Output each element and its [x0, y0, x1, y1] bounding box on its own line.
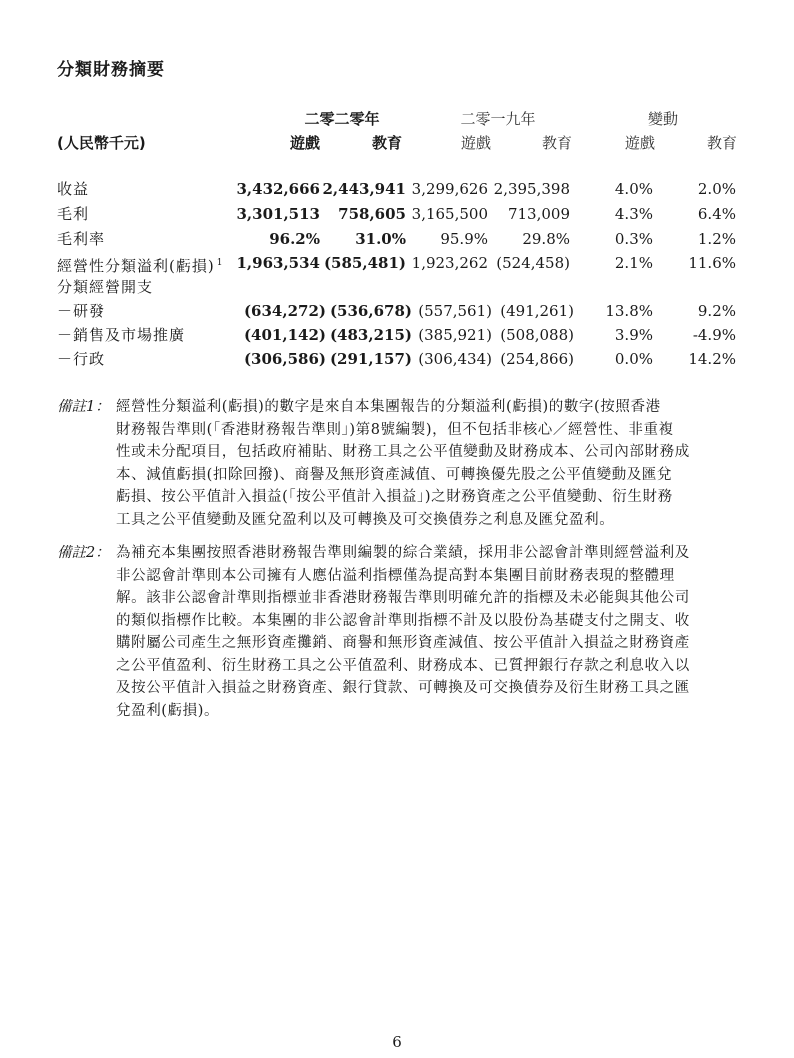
value-2020-gaming: 1,963,534	[236, 254, 320, 272]
value-change-gaming: 13.8%	[605, 302, 653, 320]
value-change-gaming: 4.3%	[614, 205, 653, 223]
footnote-line: 非公認會計準則本公司擁有人應佔溢利指標僅為提高對本集團目前財務表現的整體理	[116, 567, 675, 584]
value-2020-education: (536,678)	[329, 302, 412, 320]
footnote-line: 及按公平值計入損益之財務資產、銀行貸款、可轉換及可交換債券及衍生財務工具之匯	[116, 680, 690, 696]
col-header-2019-education: 教育	[541, 134, 572, 152]
year-group-change: 變動	[647, 110, 678, 128]
value-change-education: 11.6%	[688, 254, 736, 272]
value-change-gaming: 0.0%	[614, 350, 653, 368]
value-change-education: 14.2%	[688, 350, 736, 368]
page-title: 分類財務摘要	[57, 60, 165, 80]
value-2019-gaming: 3,165,500	[411, 205, 488, 223]
value-2019-education: 29.8%	[522, 230, 570, 248]
unit-label: (人民幣千元)	[57, 134, 146, 152]
footnote-line: 工具之公平值變動及匯兌盈利以及可轉換及可交換債券之利息及匯兌盈利。	[116, 511, 615, 528]
value-2020-education: 758,605	[338, 205, 406, 223]
value-2019-education: (254,866)	[500, 350, 574, 368]
footnote-1	[57, 396, 747, 536]
value-2019-education: 2,395,398	[493, 180, 570, 198]
value-2020-gaming: 3,432,666	[236, 180, 320, 198]
col-header-2020-gaming: 遊戲	[289, 134, 320, 152]
row-label: 分類經營開支	[57, 278, 154, 296]
value-2019-gaming: (306,434)	[418, 350, 492, 368]
footnote-body	[116, 396, 794, 531]
row-label: －研發	[57, 302, 106, 320]
value-2019-education: 713,009	[507, 205, 570, 223]
row-label-text: 經營性分類溢利(虧損)	[57, 257, 215, 275]
page-number: 6	[392, 1033, 402, 1051]
row-label	[57, 253, 223, 276]
footnote-line: 的類似指標作比較。本集團的非公認會計準則指標不計及以股份為基礎支付之開支、收	[116, 612, 690, 629]
col-header-2020-education: 教育	[371, 134, 402, 152]
value-2020-gaming: (634,272)	[243, 302, 326, 320]
row-label: －行政	[57, 350, 106, 368]
footnote-line: 性或未分配項目，包括政府補貼、財務工具之公平值變動及財務成本、公司內部財務成	[116, 444, 690, 460]
value-2020-education: (585,481)	[323, 254, 406, 272]
footnote-line: 解。該非公認會計準則指標並非香港財務報告準則明確允許的指標及未必能與其他公司	[116, 590, 690, 606]
value-change-education: -4.9%	[692, 326, 736, 344]
footnote-line: 本、減值虧損(扣除回撥)、商譽及無形資產減值、可轉換優先股之公平值變動及匯兌	[116, 466, 673, 483]
value-2019-gaming: 1,923,262	[411, 254, 488, 272]
footnote-line: 經營性分類溢利(虧損)的數字是來自本集團報告的分類溢利(虧損)的數字(按照香港	[116, 399, 661, 415]
value-2020-education: 2,443,941	[322, 180, 406, 198]
row-label: －銷售及市場推廣	[57, 326, 186, 344]
value-change-education: 6.4%	[697, 205, 736, 223]
value-2020-education: (291,157)	[329, 350, 412, 368]
value-2019-gaming: 3,299,626	[411, 180, 488, 198]
footnote-line: 虧損、按公平值計入損益(「按公平值計入損益」)之財務資產之公平值變動、衍生財務	[116, 489, 673, 505]
col-header-2019-gaming: 遊戲	[460, 134, 491, 152]
value-change-gaming: 0.3%	[614, 230, 653, 248]
value-2020-gaming: (306,586)	[243, 350, 326, 368]
footnote-line: 兌盈利(虧損)。	[116, 702, 220, 719]
footnote-line: 財務報告準則(「香港財務報告準則」)第8號編製)，但不包括非核心／經營性、非重複	[116, 421, 674, 438]
value-change-gaming: 2.1%	[614, 254, 653, 272]
value-change-education: 2.0%	[697, 180, 736, 198]
footnote-tag: 備註1：	[57, 399, 110, 415]
row-label: 毛利率	[57, 230, 106, 248]
value-2019-gaming: 95.9%	[440, 230, 488, 248]
value-2019-education: (524,458)	[496, 254, 570, 272]
footnote-line: 之公平值盈利、衍生財務工具之公平值盈利、財務成本、已質押銀行存款之利息收入以	[116, 657, 690, 674]
value-change-gaming: 4.0%	[614, 180, 653, 198]
value-2019-education: (491,261)	[500, 302, 574, 320]
row-label: 收益	[57, 180, 90, 198]
value-2020-gaming: 3,301,513	[236, 205, 320, 223]
value-change-gaming: 3.9%	[614, 326, 653, 344]
value-2020-gaming: (401,142)	[243, 326, 326, 344]
value-2020-education: 31.0%	[355, 230, 406, 248]
footnote-2	[57, 542, 747, 727]
year-group-2020: 二零二零年	[304, 110, 380, 128]
value-2019-gaming: (557,561)	[418, 302, 492, 320]
row-label: 毛利	[57, 205, 90, 223]
value-2019-gaming: (385,921)	[418, 326, 492, 344]
value-2019-education: (508,088)	[500, 326, 574, 344]
year-group-2019: 二零一九年	[460, 110, 536, 128]
footnote-line: 為補充本集團按照香港財務報告準則編製的綜合業績，採用非公認會計準則經營溢利及	[116, 545, 690, 561]
col-header-change-education: 教育	[706, 134, 737, 152]
col-header-change-gaming: 遊戲	[624, 134, 655, 152]
footnote-body	[116, 542, 794, 722]
value-2020-gaming: 96.2%	[269, 230, 320, 248]
value-change-education: 9.2%	[697, 302, 736, 320]
footnote-line: 購附屬公司產生之無形資產攤銷、商譽和無形資產減值、按公平值計入損益之財務資產	[116, 635, 690, 651]
value-change-education: 1.2%	[697, 230, 736, 248]
value-2020-education: (483,215)	[329, 326, 412, 344]
footnote-tag: 備註2：	[57, 545, 110, 561]
footnote-marker: 1	[216, 258, 224, 268]
